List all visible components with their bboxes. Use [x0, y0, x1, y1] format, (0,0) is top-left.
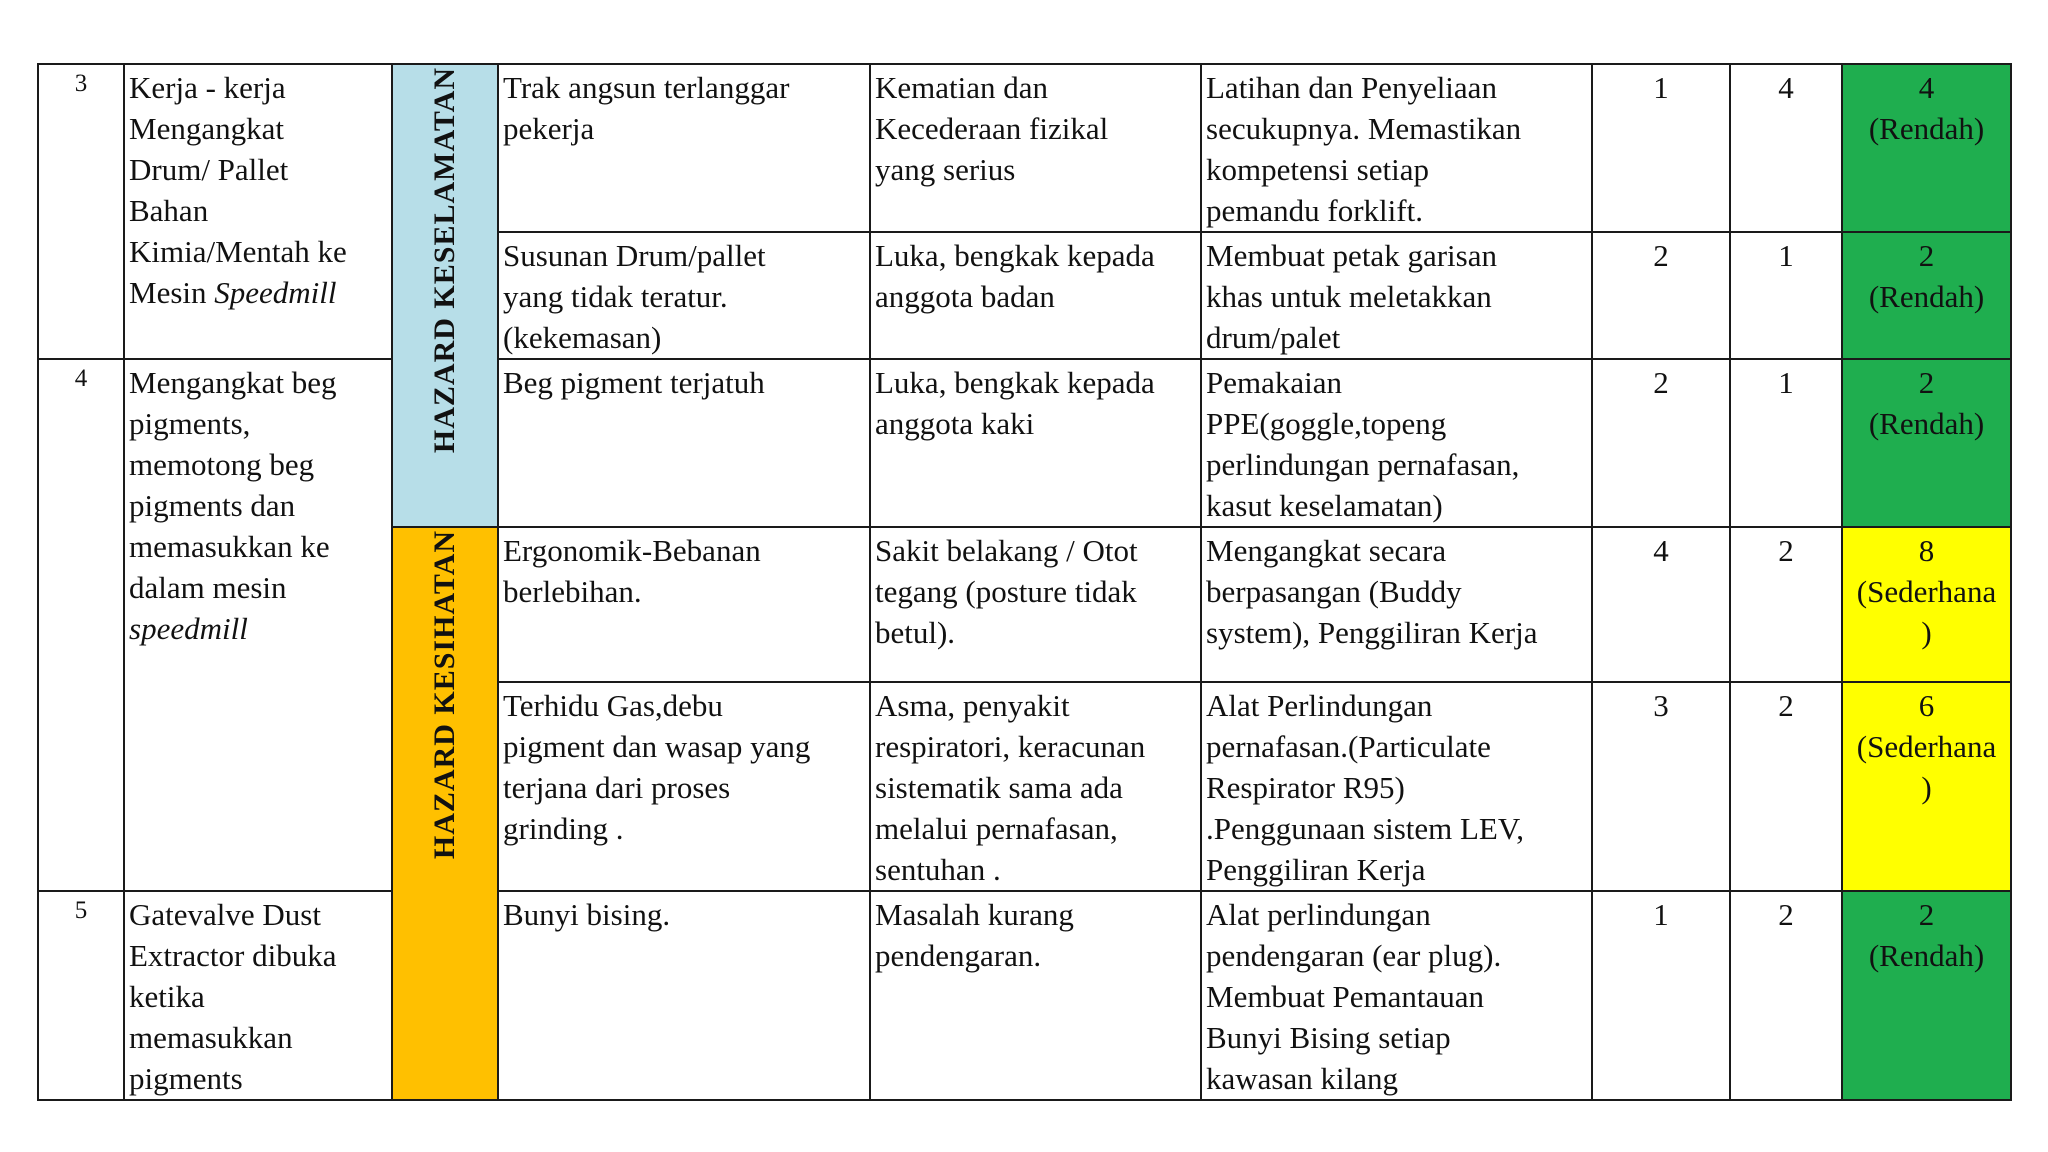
- risk-value: 2: [1918, 238, 1935, 273]
- effect-cell: Kematian dan Kecederaan fizikal yang serius: [870, 64, 1201, 232]
- control-cell: Alat Perlindungan pernafasan.(Particulate Respirator R95) .Penggunaan sistem LEV, Penggiliran Kerja: [1201, 682, 1592, 891]
- risk-rating-cell: [1842, 64, 2011, 232]
- activity-text: Kerja - kerja Mengangkat Drum/ Pallet Bahan Kimia/Mentah ke Mesin: [129, 70, 347, 310]
- severity-cell: 2: [1730, 682, 1842, 891]
- safety-hazard-band: [392, 64, 498, 527]
- risk-rating-cell: [1842, 527, 2011, 682]
- row-number: 4: [38, 359, 124, 891]
- activity-cell: [124, 359, 392, 891]
- risk-rating-cell: [1842, 891, 2011, 1100]
- hazard-cell: Susunan Drum/pallet yang tidak teratur. (kekemasan): [498, 232, 870, 359]
- table-row: [38, 359, 2011, 527]
- activity-text: Mengangkat beg pigments, memotong beg pigments dan memasukkan ke dalam mesin: [129, 365, 337, 605]
- control-cell: Latihan dan Penyeliaan secukupnya. Memastikan kompetensi setiap pemandu forklift.: [1201, 64, 1592, 232]
- table-row: [38, 64, 2011, 232]
- hazard-cell: Terhidu Gas,debu pigment dan wasap yang terjana dari proses grinding .: [498, 682, 870, 891]
- risk-value: 8: [1918, 533, 1935, 568]
- risk-label: (Rendah): [1868, 938, 1985, 973]
- control-cell: Membuat petak garisan khas untuk meletakkan drum/palet: [1201, 232, 1592, 359]
- risk-label: (Rendah): [1868, 111, 1985, 146]
- hira-table: [37, 63, 2012, 1101]
- severity-cell: 1: [1730, 359, 1842, 527]
- risk-label: (Sederhana ): [1856, 729, 1997, 805]
- control-cell: Pemakaian PPE(goggle,topeng perlindungan pernafasan, kasut keselamatan): [1201, 359, 1592, 527]
- hazard-cell: Trak angsun terlanggar pekerja: [498, 64, 870, 232]
- table-row: [38, 891, 2011, 1100]
- hira-table-sheet: [37, 63, 2012, 1101]
- risk-value: 6: [1918, 688, 1935, 723]
- activity-italic-text: speedmill: [129, 611, 248, 646]
- safety-hazard-label: HAZARD KESELAMATAN: [428, 67, 461, 454]
- effect-cell: Masalah kurang pendengaran.: [870, 891, 1201, 1100]
- row-number: 3: [38, 64, 124, 359]
- risk-rating-cell: [1842, 682, 2011, 891]
- likelihood-cell: 2: [1592, 359, 1730, 527]
- severity-cell: 2: [1730, 527, 1842, 682]
- risk-label: (Rendah): [1868, 279, 1985, 314]
- activity-italic-text: Speedmill: [214, 275, 337, 310]
- hazard-cell: Bunyi bising.: [498, 891, 870, 1100]
- effect-cell: Sakit belakang / Otot tegang (posture tidak betul).: [870, 527, 1201, 682]
- likelihood-cell: 4: [1592, 527, 1730, 682]
- control-cell: Mengangkat secara berpasangan (Buddy system), Penggiliran Kerja: [1201, 527, 1592, 682]
- likelihood-cell: 1: [1592, 891, 1730, 1100]
- effect-cell: Asma, penyakit respiratori, keracunan sistematik sama ada melalui pernafasan, sentuhan .: [870, 682, 1201, 891]
- control-cell: Alat perlindungan pendengaran (ear plug). Membuat Pemantauan Bunyi Bising setiap kawasan kilang: [1201, 891, 1592, 1100]
- health-hazard-band: [392, 527, 498, 1100]
- hazard-cell: Beg pigment terjatuh: [498, 359, 870, 527]
- likelihood-cell: 3: [1592, 682, 1730, 891]
- risk-label: (Rendah): [1868, 406, 1985, 441]
- activity-cell: [124, 64, 392, 359]
- risk-value: 4: [1918, 70, 1935, 105]
- likelihood-cell: 1: [1592, 64, 1730, 232]
- severity-cell: 4: [1730, 64, 1842, 232]
- severity-cell: 2: [1730, 891, 1842, 1100]
- risk-rating-cell: [1842, 359, 2011, 527]
- risk-value: 2: [1918, 365, 1935, 400]
- health-hazard-label: HAZARD KESIHATAN: [428, 530, 461, 860]
- likelihood-cell: 2: [1592, 232, 1730, 359]
- risk-rating-cell: [1842, 232, 2011, 359]
- effect-cell: Luka, bengkak kepada anggota kaki: [870, 359, 1201, 527]
- risk-label: (Sederhana ): [1856, 574, 1997, 650]
- hazard-cell: Ergonomik-Bebanan berlebihan.: [498, 527, 870, 682]
- activity-cell: Gatevalve Dust Extractor dibuka ketika memasukkan pigments: [124, 891, 392, 1100]
- risk-value: 2: [1918, 897, 1935, 932]
- effect-cell: Luka, bengkak kepada anggota badan: [870, 232, 1201, 359]
- row-number: 5: [38, 891, 124, 1100]
- severity-cell: 1: [1730, 232, 1842, 359]
